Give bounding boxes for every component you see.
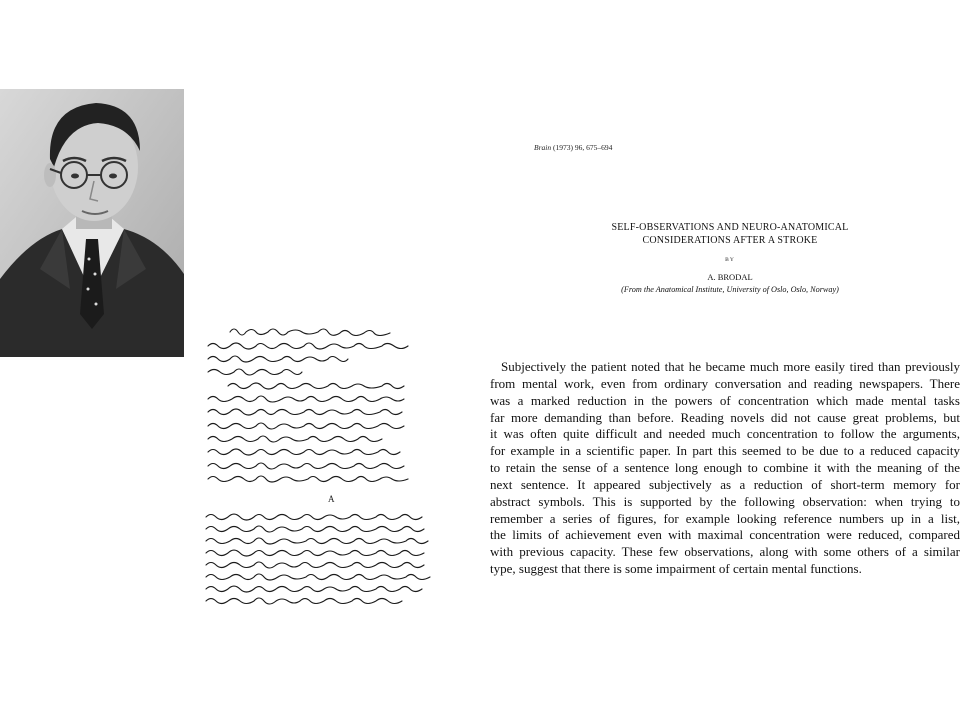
journal-citation (534, 143, 612, 152)
body-line: to retain the sense of a sentence long enough to combine it with the meaning of the (490, 460, 960, 476)
author-affiliation: (From the Anatomical Institute, University of Oslo, Oslo, Norway) (621, 285, 839, 294)
article-title-line-2: CONSIDERATIONS AFTER A STROKE (642, 235, 818, 246)
body-paragraph (490, 359, 960, 578)
body-line: Subjectively the patient noted that he became much more easily tired than previously (501, 359, 960, 374)
article-title (570, 221, 890, 247)
article-title-line-1: SELF-OBSERVATIONS AND NEURO-ANATOMICAL (611, 222, 849, 233)
body-line: from mental work, even from ordinary conversation and reading newspapers. There (490, 375, 960, 391)
body-line: type, suggest that there is some impairment of certain mental functions. (490, 561, 862, 577)
body-line: was a marked reduction in the powers of concentration which made mental tasks (490, 392, 960, 408)
portrait-illustration (0, 89, 184, 357)
handwriting-caption: A (328, 494, 335, 504)
body-line: it was often quite difficult and needed much concentration to follow the arguments, (490, 426, 960, 442)
body-line: with previous capacity. These few observations, along with some others of a similar (490, 544, 960, 560)
author-portrait-photo (0, 89, 184, 357)
citation-details: (1973) 96, 675–694 (551, 143, 613, 152)
body-line: far more demanding than before. Reading novels did not cause great problems, but (490, 409, 960, 425)
handwriting-scribbles (198, 318, 488, 614)
journal-name: Brain (534, 143, 552, 152)
by-label: BY (725, 257, 735, 263)
body-line: abstract symbols. This is supported by the following observation: when trying to (490, 493, 960, 509)
handwritten-manuscript (198, 318, 488, 614)
body-line: the limits of achievement even with maximal concentration were reduced, compared (490, 527, 960, 543)
body-line: next sentence. It appeared subjectively as a reduction of short-term memory for (490, 476, 960, 492)
body-line: for example in a scientific paper. In part this seemed to be due to a reduced capacity (490, 443, 960, 459)
body-line: remember a series of figures, for example looking reference numbers up in a list, (490, 510, 960, 526)
author-name: A. BRODAL (707, 272, 753, 282)
